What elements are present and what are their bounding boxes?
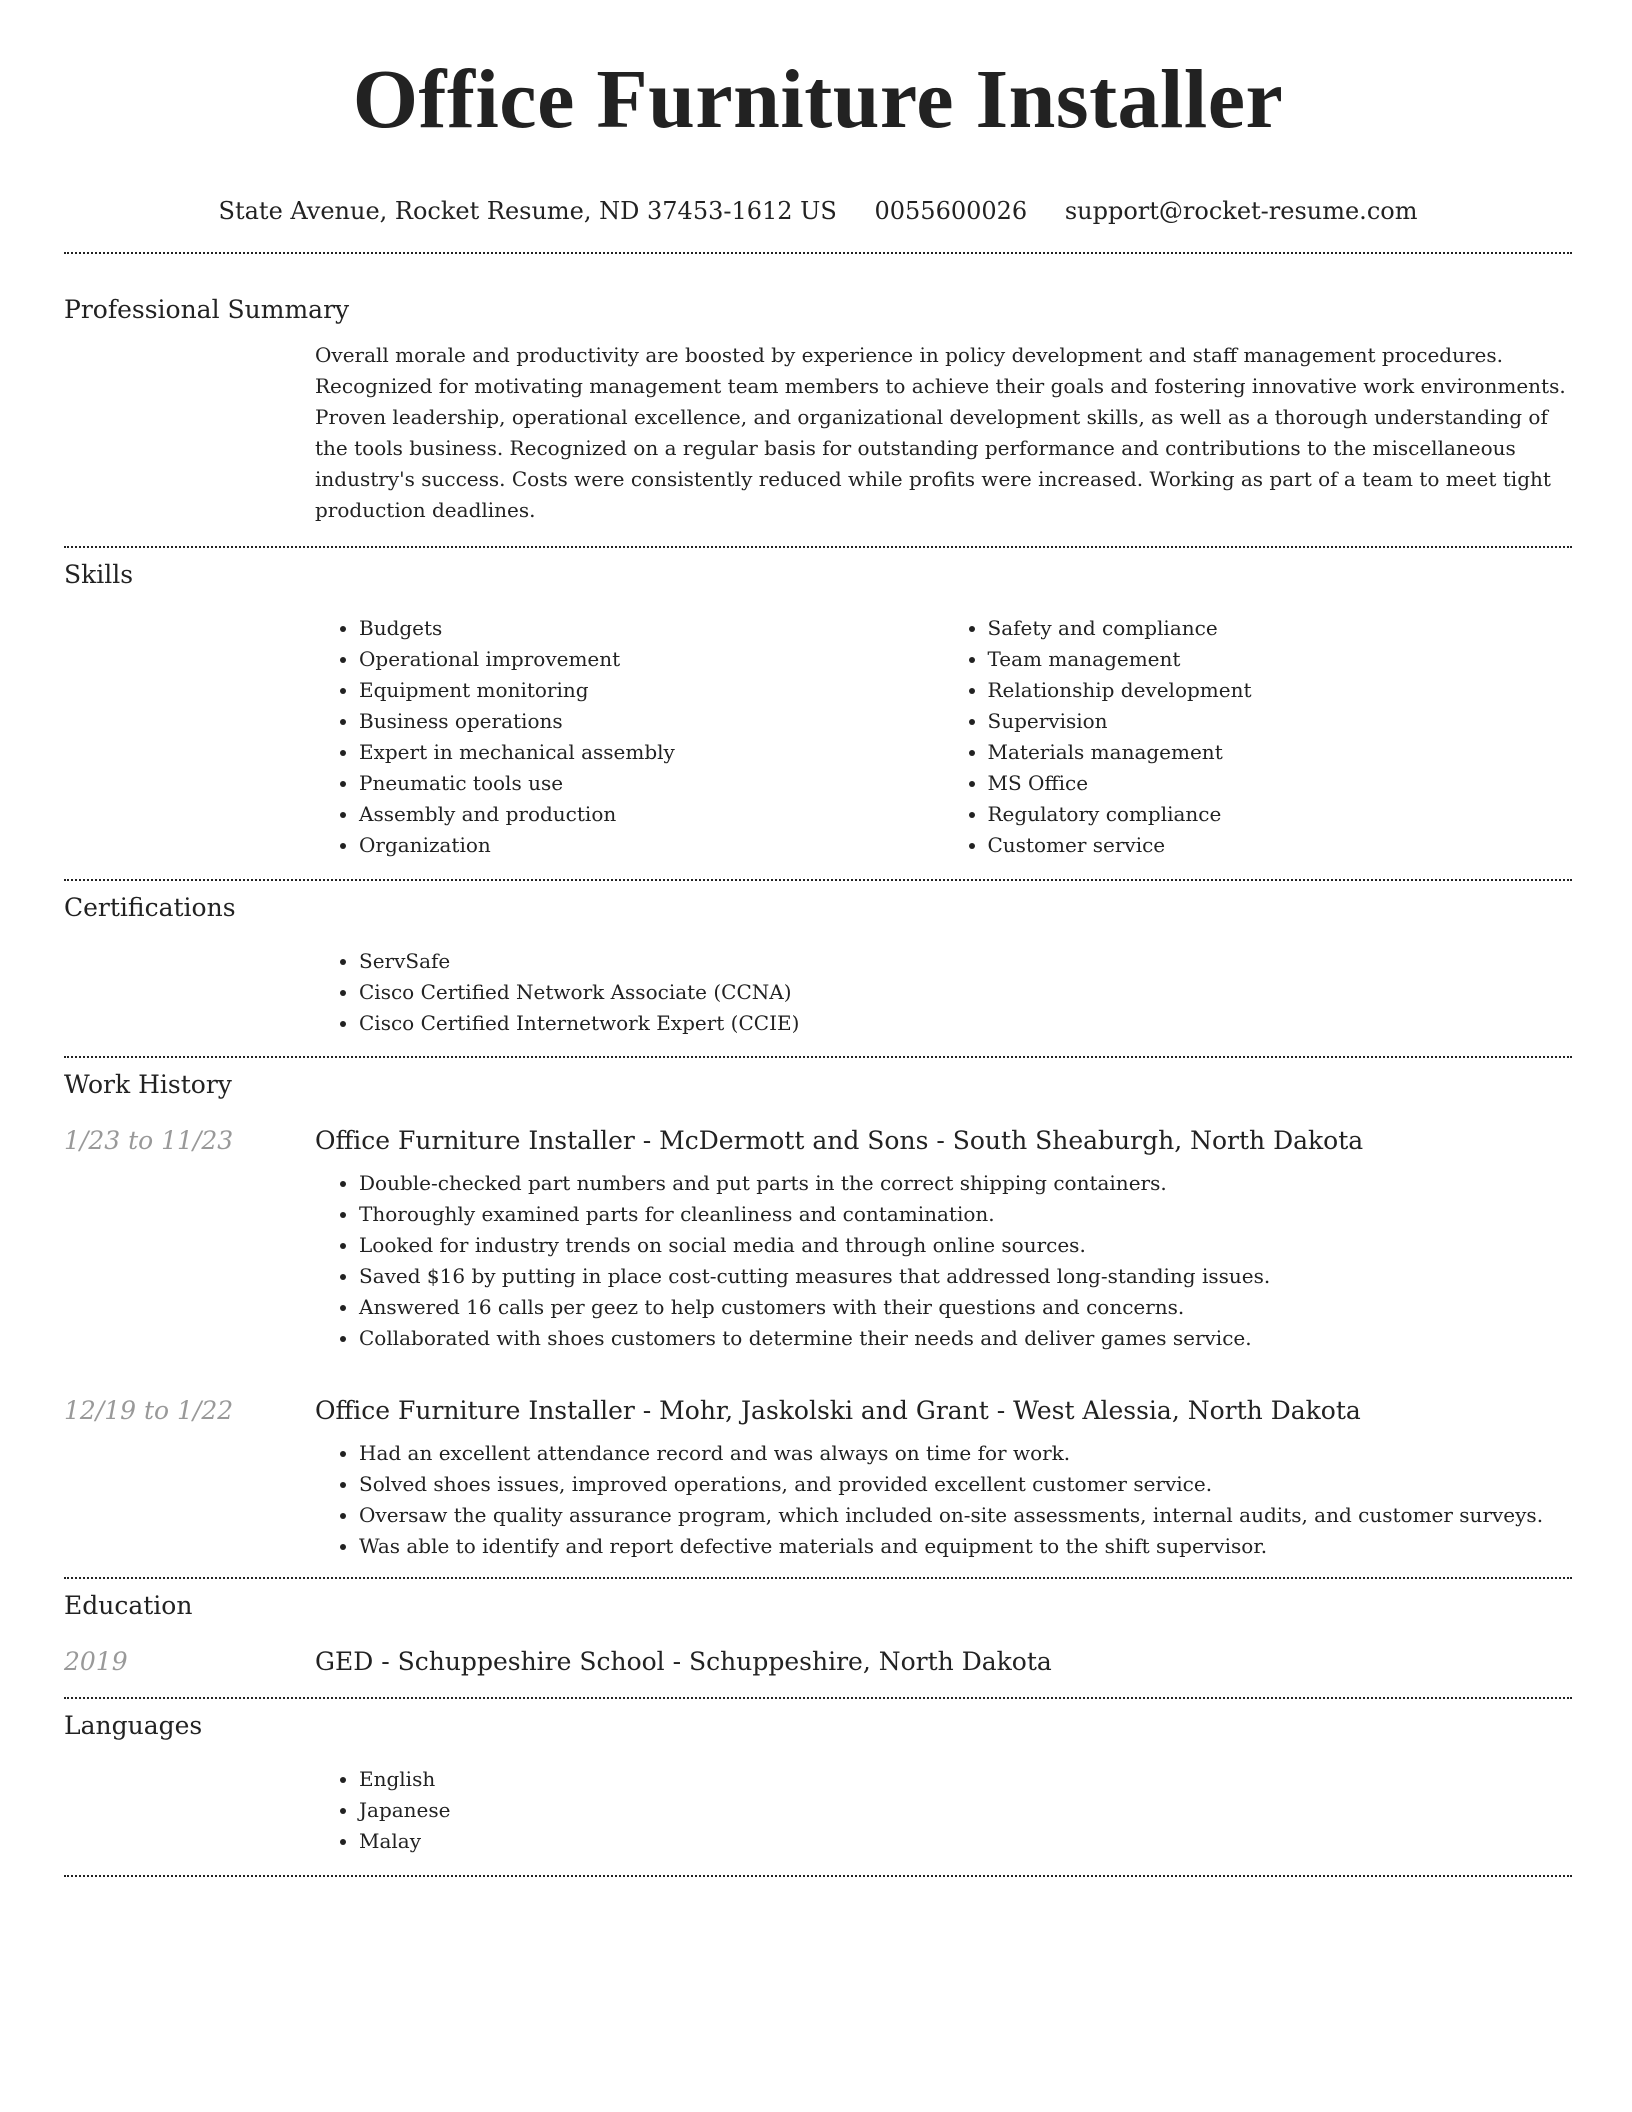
resume-page xyxy=(64,0,1572,1877)
language-item: • Japanese xyxy=(359,1795,1572,1826)
summary-body xyxy=(315,340,1572,526)
education-title: Education xyxy=(64,1591,193,1620)
skill-item: • Business operations xyxy=(359,706,944,737)
job-bullets xyxy=(315,1438,1572,1562)
summary-text: Overall morale and productivity are boosted by experience in policy development and staff management procedures. Recognized for motivating management team members to achieve their goals and fostering innovative work environments. Proven leadership, operational excellence, and organizational development skills, as well as a thorough understanding of the tools business. Recognized on a regular basis for outstanding performance and contributions to the miscellaneous industry's success. Costs were consistently reduced while profits were increased. Working as part of a team to meet tight production deadlines. xyxy=(315,343,1566,522)
job-bullet: • Saved $16 by putting in place cost-cutting measures that addressed long-standing issues. xyxy=(359,1261,1572,1292)
job-bullet: • Solved shoes issues, improved operations, and provided excellent customer service. xyxy=(359,1469,1572,1500)
work-title: Work History xyxy=(64,1070,232,1099)
language-item: • Malay xyxy=(359,1826,1572,1857)
certifications-section xyxy=(64,881,1572,1039)
job-bullet: • Was able to identify and report defective materials and equipment to the shift supervisor. xyxy=(359,1531,1572,1562)
language-item: • English xyxy=(359,1764,1572,1795)
job-heading: Office Furniture Installer - McDermott and Sons - South Sheaburgh, North Dakota xyxy=(315,1126,1364,1155)
skill-item: • Customer service xyxy=(988,830,1573,861)
languages-title: Languages xyxy=(64,1711,203,1740)
skill-item: • Regulatory compliance xyxy=(988,799,1573,830)
skills-list-right xyxy=(944,613,1573,861)
contact-address: State Avenue, Rocket Resume, ND 37453-1612 US xyxy=(218,197,837,225)
education-section xyxy=(64,1579,1572,1679)
job-bullet: • Had an excellent attendance record and was always on time for work. xyxy=(359,1438,1572,1469)
skill-item: • Pneumatic tools use xyxy=(359,768,944,799)
job-details xyxy=(315,1438,1572,1562)
job-entry xyxy=(64,1124,1572,1354)
certification-item: • Cisco Certified Network Associate (CCNA) xyxy=(359,977,1572,1008)
certification-item: • Cisco Certified Internetwork Expert (CCIE) xyxy=(359,1008,1572,1039)
job-bullet: • Double-checked part numbers and put parts in the correct shipping containers. xyxy=(359,1168,1572,1199)
skill-item: • Supervision xyxy=(988,706,1573,737)
certifications-body xyxy=(315,946,1572,1039)
skill-item: • Organization xyxy=(359,830,944,861)
skill-item: • Materials management xyxy=(988,737,1573,768)
skill-item: • Assembly and production xyxy=(359,799,944,830)
job-details xyxy=(315,1168,1572,1354)
skill-item: • Safety and compliance xyxy=(988,613,1573,644)
job-heading: Office Furniture Installer - Mohr, Jaskolski and Grant - West Alessia, North Dakota xyxy=(315,1396,1361,1425)
skill-item: • Expert in mechanical assembly xyxy=(359,737,944,768)
summary-section xyxy=(64,254,1572,526)
job-bullet: • Collaborated with shoes customers to determine their needs and deliver games service. xyxy=(359,1323,1572,1354)
skill-item: • Team management xyxy=(988,644,1573,675)
languages-body xyxy=(315,1764,1572,1857)
education-year: 2019 xyxy=(64,1647,128,1676)
job-dates: 1/23 to 11/23 xyxy=(64,1126,234,1155)
skills-section xyxy=(64,548,1572,861)
work-section xyxy=(64,1058,1572,1562)
skills-columns xyxy=(315,613,1572,861)
skill-item: • Relationship development xyxy=(988,675,1573,706)
job-bullet: • Answered 16 calls per geez to help customers with their questions and concerns. xyxy=(359,1292,1572,1323)
resume-name: Office Furniture Installer xyxy=(352,53,1284,146)
job-dates: 12/19 to 1/22 xyxy=(64,1396,234,1425)
skills-list-left xyxy=(315,613,944,861)
languages-list xyxy=(315,1764,1572,1857)
job-bullets xyxy=(315,1168,1572,1354)
skills-title: Skills xyxy=(64,560,134,589)
divider xyxy=(64,1875,1572,1877)
education-heading: GED - Schuppeshire School - Schuppeshire, North Dakota xyxy=(315,1647,1052,1676)
job-entry xyxy=(64,1394,1572,1562)
skill-item: • Equipment monitoring xyxy=(359,675,944,706)
contact-line xyxy=(64,194,1572,228)
contact-phone: 0055600026 xyxy=(874,197,1028,225)
contact-email: support@rocket-resume.com xyxy=(1064,197,1418,225)
languages-section xyxy=(64,1699,1572,1857)
certification-item: • ServSafe xyxy=(359,946,1572,977)
certifications-title: Certifications xyxy=(64,893,236,922)
job-bullet: • Oversaw the quality assurance program, which included on-site assessments, internal audits, and customer surveys. xyxy=(359,1500,1572,1531)
certifications-list xyxy=(315,946,1572,1039)
job-header xyxy=(64,1124,1572,1158)
job-bullet: • Thoroughly examined parts for cleanliness and contamination. xyxy=(359,1199,1572,1230)
summary-title: Professional Summary xyxy=(64,295,350,324)
job-bullet: • Looked for industry trends on social media and through online sources. xyxy=(359,1230,1572,1261)
skill-item: • Budgets xyxy=(359,613,944,644)
job-header xyxy=(64,1394,1572,1428)
skill-item: • Operational improvement xyxy=(359,644,944,675)
skill-item: • MS Office xyxy=(988,768,1573,799)
education-entry xyxy=(64,1645,1572,1679)
